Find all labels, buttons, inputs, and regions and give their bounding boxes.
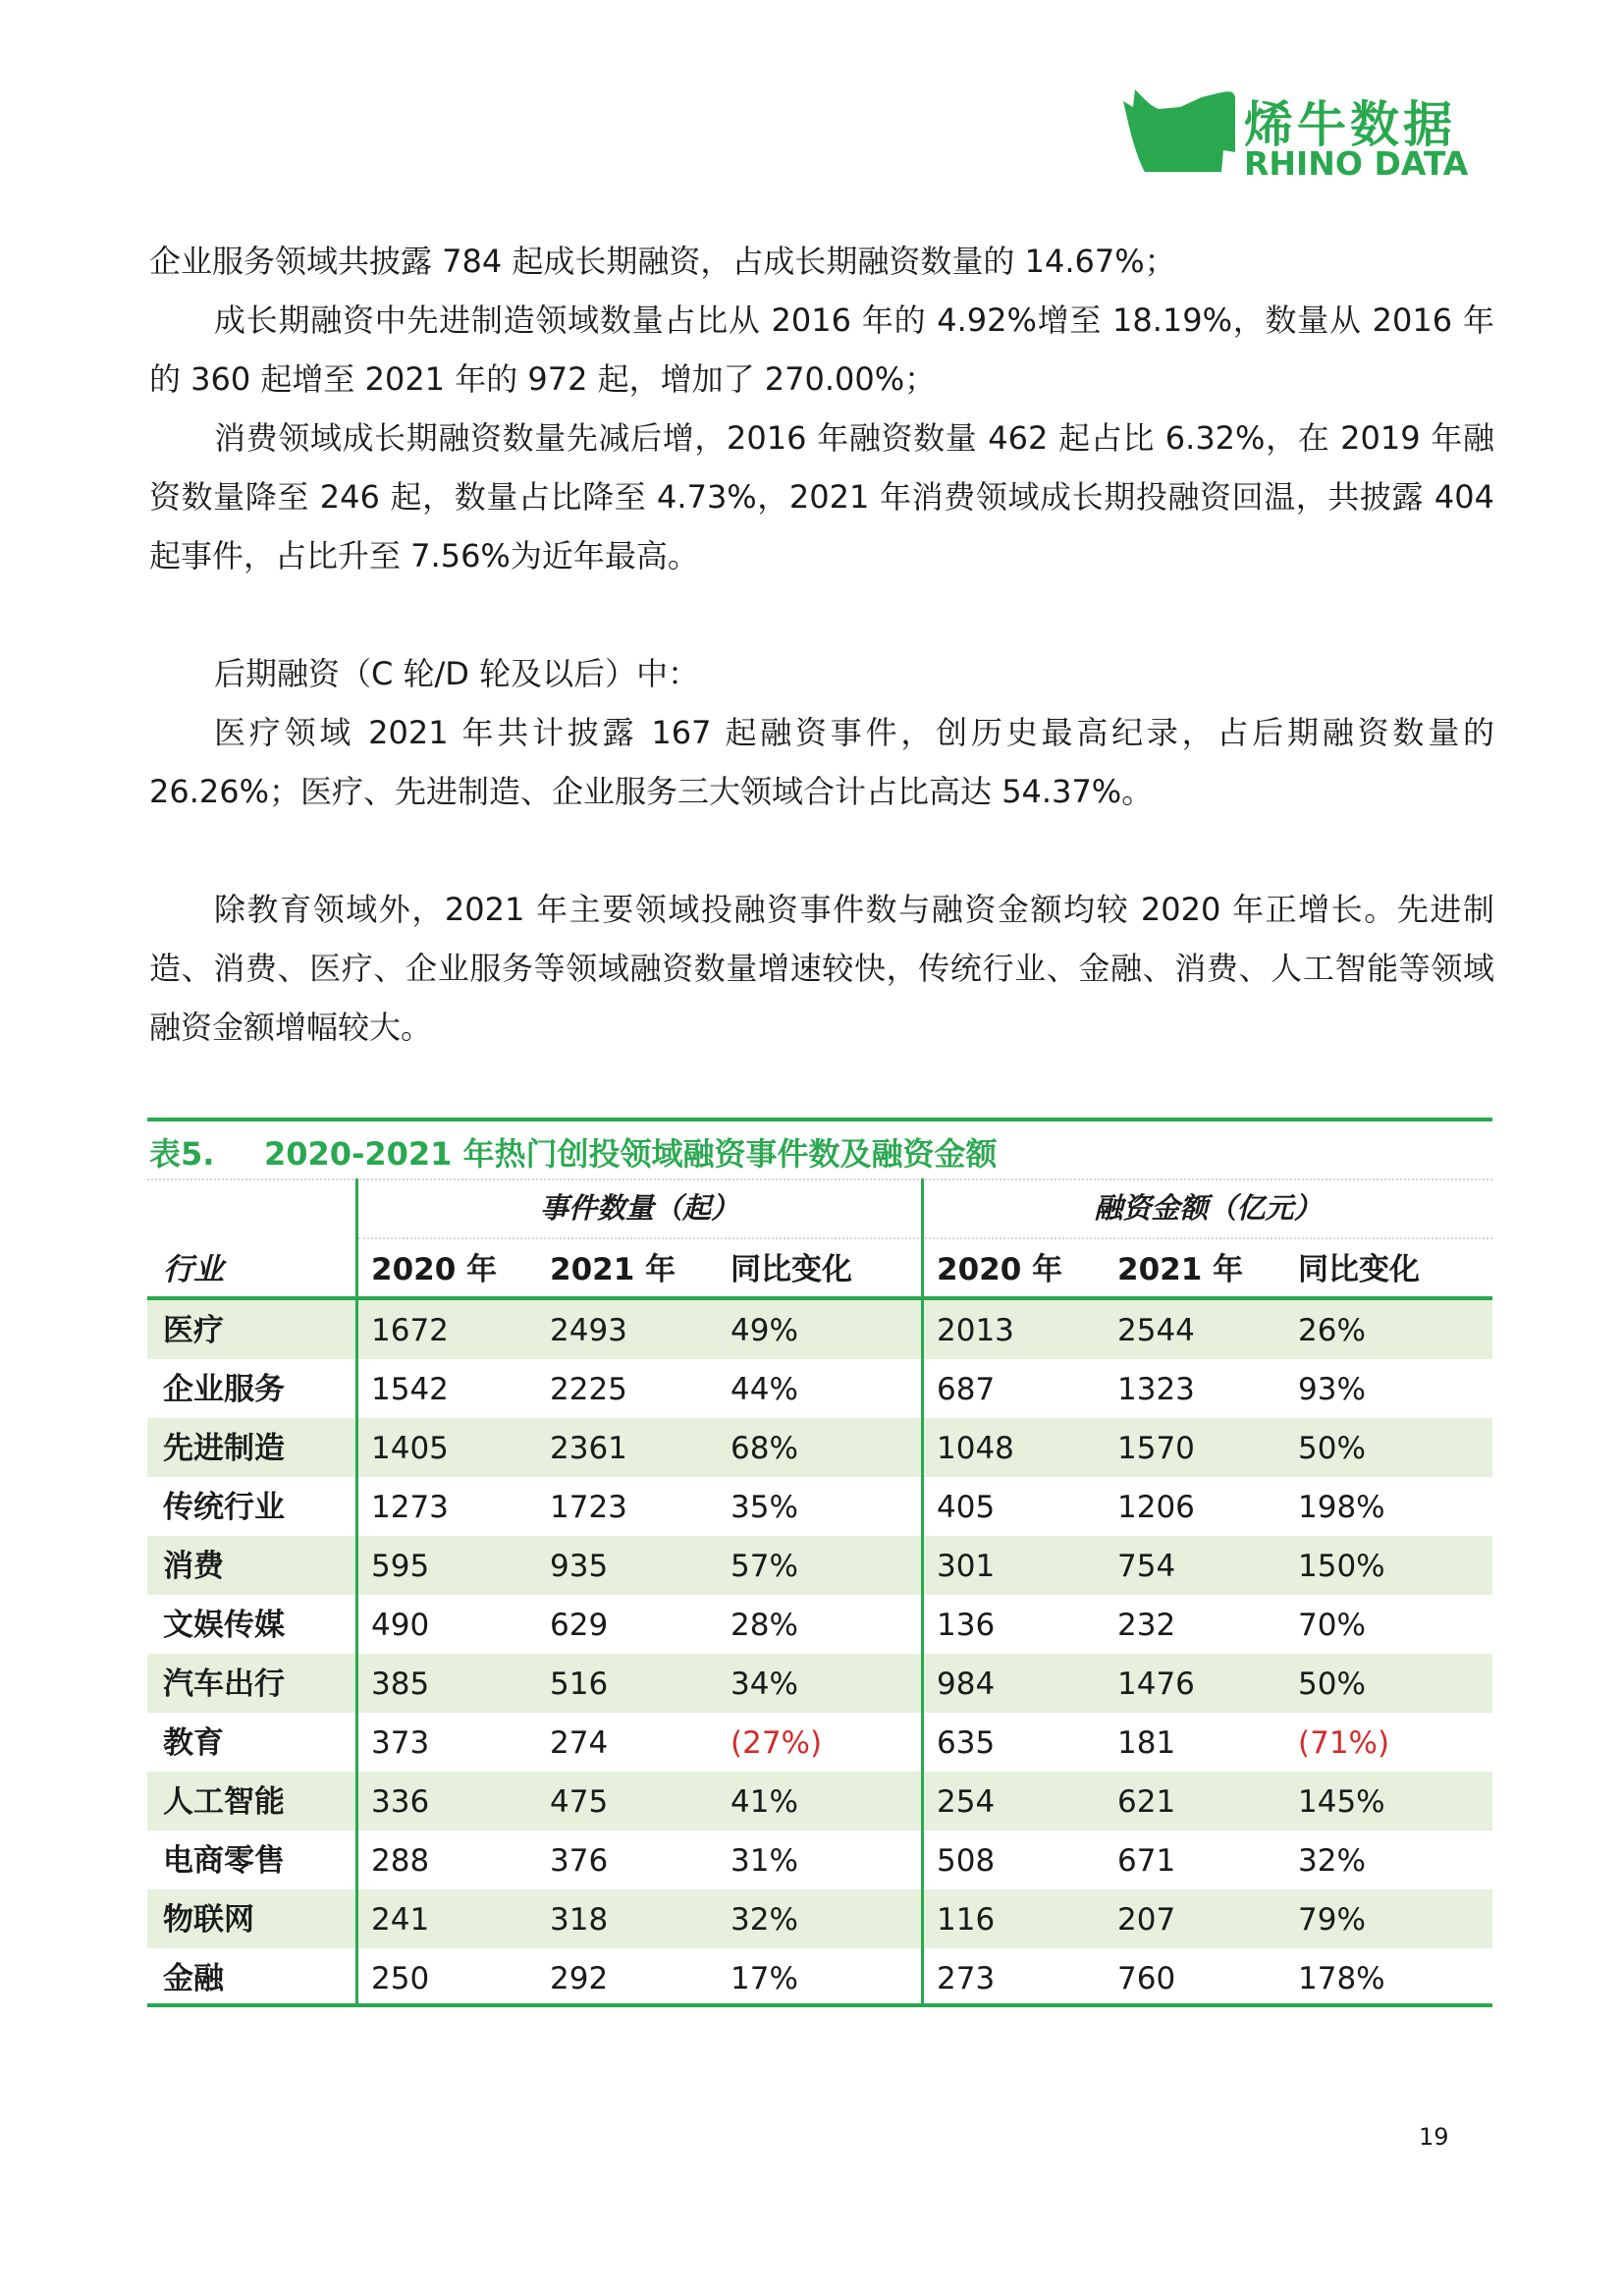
column-header-amount-2020: 2020 年 (937, 1252, 1063, 1287)
cell-industry: 教育 (163, 1725, 224, 1761)
cell-events-change-negative: (27%) (730, 1725, 823, 1761)
paragraph: 企业服务领域共披露 784 起成长期融资，占成长期融资数量的 14.67%； (149, 243, 1176, 280)
cell-amount-2021: 754 (1117, 1549, 1176, 1584)
cell-amount-2020: 687 (937, 1372, 996, 1407)
cell-amount-2020: 116 (937, 1902, 996, 1938)
table-row (147, 1418, 1492, 1477)
cell-amount-change: 50% (1298, 1667, 1366, 1702)
cell-amount-2021: 671 (1117, 1843, 1176, 1879)
cell-events-2021: 2361 (550, 1431, 627, 1466)
paragraph: 成长期融资中先进制造领域数量占比从 2016 年的 4.92%增至 18.19%，数量从 2016 年的 360 起增至 2021 年的 972 起，增加了 270.00%； (149, 301, 1494, 398)
paragraph: 后期融资（C 轮/D 轮及以后）中： (214, 655, 700, 692)
cell-industry: 文娱传媒 (163, 1608, 285, 1643)
cell-events-change: 32% (730, 1902, 798, 1938)
cell-amount-2020: 508 (937, 1843, 996, 1879)
page-number: 19 (1419, 2123, 1449, 2151)
cell-industry: 物联网 (163, 1902, 254, 1938)
column-header-amount-change: 同比变化 (1298, 1252, 1420, 1287)
cell-events-2020: 1405 (371, 1431, 449, 1466)
cell-amount-2020: 405 (937, 1490, 996, 1525)
body-text (149, 232, 1494, 1057)
cell-industry: 汽车出行 (163, 1667, 285, 1702)
cell-amount-2020: 2013 (937, 1313, 1014, 1348)
cell-events-2020: 288 (371, 1843, 430, 1879)
cell-industry: 金融 (163, 1961, 224, 1996)
cell-events-change: 35% (730, 1490, 798, 1525)
cell-events-2021: 376 (550, 1843, 609, 1879)
cell-events-change: 44% (730, 1372, 798, 1407)
column-header-events-2021: 2021 年 (550, 1252, 676, 1287)
group-header-amount: 融资金额（亿元） (1094, 1191, 1323, 1225)
logo-name-en: RHINO DATA (1244, 144, 1469, 183)
cell-events-2021: 2493 (550, 1313, 627, 1348)
cell-events-2020: 1273 (371, 1490, 449, 1525)
table-caption-title: 2020-2021 年热门创投领域融资事件数及融资金额 (264, 1135, 998, 1173)
cell-events-change: 28% (730, 1608, 798, 1643)
cell-amount-2021: 232 (1117, 1608, 1176, 1643)
table-row (147, 1595, 1492, 1654)
cell-events-2021: 935 (550, 1549, 609, 1584)
cell-amount-2020: 136 (937, 1608, 996, 1643)
cell-events-2021: 292 (550, 1961, 609, 1996)
cell-events-change: 41% (730, 1784, 798, 1820)
cell-events-change: 17% (730, 1961, 798, 1996)
cell-events-2020: 1542 (371, 1372, 449, 1407)
cell-events-2020: 595 (371, 1549, 430, 1584)
table-row (147, 1772, 1492, 1831)
table-row (147, 1536, 1492, 1595)
cell-events-change: 57% (730, 1549, 798, 1584)
cell-industry: 先进制造 (163, 1431, 285, 1466)
paragraph: 消费领域成长期融资数量先减后增，2016 年融资数量 462 起占比 6.32%，在 2019 年融资数量降至 246 起，数量占比降至 4.73%，2021 年消费领域成长期投融资回温，共披露 404 起事件，占比升至 7.56%为近年最高。 (149, 419, 1494, 574)
cell-amount-2020: 1048 (937, 1431, 1014, 1466)
cell-amount-change: 70% (1298, 1608, 1366, 1643)
cell-events-2020: 373 (371, 1725, 430, 1761)
cell-amount-change: 50% (1298, 1431, 1366, 1466)
table-caption (149, 1129, 998, 1175)
column-header-events-2020: 2020 年 (371, 1252, 498, 1287)
cell-events-2020: 336 (371, 1784, 430, 1820)
logo-name-cn: 烯牛数据 (1244, 96, 1456, 153)
cell-events-2021: 629 (550, 1608, 609, 1643)
cell-amount-2021: 1570 (1117, 1431, 1195, 1466)
cell-events-change: 31% (730, 1843, 798, 1879)
cell-events-change: 49% (730, 1313, 798, 1348)
cell-events-2021: 2225 (550, 1372, 627, 1407)
cell-industry: 消费 (163, 1549, 224, 1584)
table-row (147, 1654, 1492, 1713)
cell-amount-2020: 635 (937, 1725, 996, 1761)
column-header-amount-2021: 2021 年 (1117, 1252, 1244, 1287)
cell-amount-2021: 2544 (1117, 1313, 1195, 1348)
table-caption-label: 表5. (149, 1135, 215, 1173)
table-row (147, 1831, 1492, 1889)
table-row (147, 1477, 1492, 1536)
cell-events-2020: 241 (371, 1902, 430, 1938)
cell-events-2020: 385 (371, 1667, 430, 1702)
cell-amount-2021: 1476 (1117, 1667, 1195, 1702)
cell-events-2021: 318 (550, 1902, 609, 1938)
table-row (147, 1300, 1492, 1359)
cell-industry: 企业服务 (163, 1372, 285, 1407)
cell-amount-change: 178% (1298, 1961, 1385, 1996)
paragraph: 除教育领域外，2021 年主要领域投融资事件数与融资金额均较 2020 年正增长。先进制造、消费、医疗、企业服务等领域融资数量增速较快，传统行业、金融、消费、人工智能等领域融资金额增幅较大。 (149, 891, 1494, 1046)
cell-industry: 医疗 (163, 1313, 224, 1348)
group-header-events: 事件数量（起） (539, 1191, 739, 1225)
cell-amount-2020: 301 (937, 1549, 996, 1584)
cell-events-2021: 1723 (550, 1490, 627, 1525)
cell-amount-change: 93% (1298, 1372, 1366, 1407)
cell-amount-2021: 181 (1117, 1725, 1176, 1761)
cell-amount-change: 32% (1298, 1843, 1366, 1879)
data-table (147, 1118, 1492, 2009)
paragraph: 医疗领域 2021 年共计披露 167 起融资事件，创历史最高纪录，占后期融资数量的 26.26%；医疗、先进制造、企业服务三大领域合计占比高达 54.37%。 (149, 714, 1494, 810)
cell-events-2021: 516 (550, 1667, 609, 1702)
cell-amount-2021: 760 (1117, 1961, 1176, 1996)
cell-amount-change: 79% (1298, 1902, 1366, 1938)
cell-events-2020: 1672 (371, 1313, 449, 1348)
table-row (147, 1713, 1492, 1772)
column-header-events-change: 同比变化 (730, 1252, 852, 1287)
cell-events-2021: 475 (550, 1784, 609, 1820)
cell-amount-change: 26% (1298, 1313, 1366, 1348)
cell-amount-change: 145% (1298, 1784, 1385, 1820)
cell-amount-2020: 254 (937, 1784, 996, 1820)
cell-events-change: 34% (730, 1667, 798, 1702)
cell-amount-2021: 1206 (1117, 1490, 1195, 1525)
column-header-industry: 行业 (163, 1252, 224, 1287)
cell-events-2020: 490 (371, 1608, 430, 1643)
cell-amount-change: 198% (1298, 1490, 1385, 1525)
table-row (147, 1359, 1492, 1418)
cell-amount-2020: 273 (937, 1961, 996, 1996)
table-row (147, 1948, 1492, 2007)
cell-industry: 传统行业 (163, 1490, 285, 1525)
cell-industry: 人工智能 (163, 1784, 285, 1820)
cell-events-2021: 274 (550, 1725, 609, 1761)
cell-industry: 电商零售 (163, 1843, 285, 1879)
cell-amount-2021: 1323 (1117, 1372, 1195, 1407)
table-row (147, 1889, 1492, 1948)
cell-amount-2020: 984 (937, 1667, 996, 1702)
cell-events-change: 68% (730, 1431, 798, 1466)
cell-amount-change: 150% (1298, 1549, 1385, 1584)
rhino-icon (1119, 83, 1237, 182)
cell-amount-2021: 621 (1117, 1784, 1176, 1820)
logo (1119, 83, 1473, 191)
cell-events-2020: 250 (371, 1961, 430, 1996)
cell-amount-2021: 207 (1117, 1902, 1176, 1938)
cell-amount-change-negative: (71%) (1298, 1725, 1390, 1761)
